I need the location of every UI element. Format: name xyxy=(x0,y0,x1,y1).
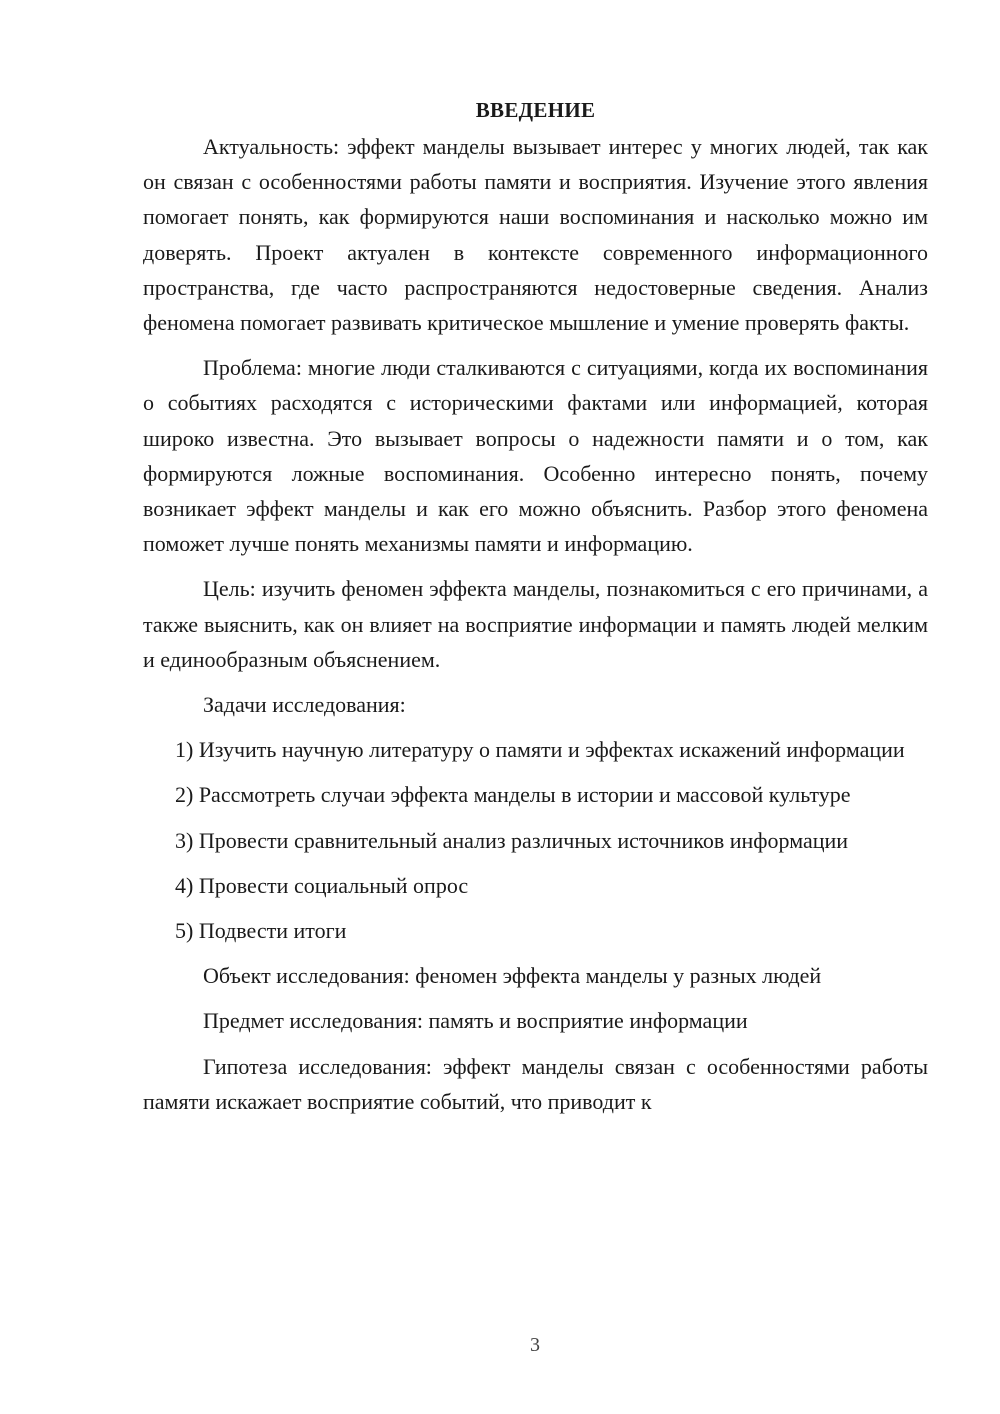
subject-paragraph: Предмет исследования: память и восприятие информации xyxy=(203,1008,748,1034)
list-item: 3) Провести сравнительный анализ различных источников информации xyxy=(175,827,849,853)
page-number: 3 xyxy=(530,1334,540,1356)
relevance-paragraph: Актуальность: эффект манделы вызывает интерес у многих людей, так как он связан с особенностями работы памяти и восприятия. Изучение этого явления помогает понять, как формируются наши воспоминания и насколько можно им доверять. Проект актуален в контексте современного информационного пространства, где часто распространяются недостоверные сведения. Анализ феномена помогает развивать критическое мышление и умение проверять факты. xyxy=(143,134,928,336)
list-item: 4) Провести социальный опрос xyxy=(175,872,469,898)
section-heading: ВВЕДЕНИЕ xyxy=(475,98,596,122)
problem-paragraph: Проблема: многие люди сталкиваются с ситуациями, когда их воспоминания о событиях расходятся с историческими фактами или информацией, которая широко известна. Это вызывает вопросы о надежности памяти и о том, как формируются ложные воспоминания. Особенно интересно понять, почему возникает эффект манделы и как его можно объяснить. Разбор этого феномена поможет лучше понять механизмы памяти и информацию. xyxy=(143,355,928,557)
list-item: 5) Подвести итоги xyxy=(175,918,347,944)
object-paragraph: Объект исследования: феномен эффекта манделы у разных людей xyxy=(203,963,822,989)
list-item: 2) Рассмотреть случаи эффекта манделы в истории и массовой культуре xyxy=(175,782,851,808)
hypothesis-paragraph: Гипотеза исследования: эффект манделы связан с особенностями работы памяти искажает восприятие событий, что приводит к xyxy=(143,1053,928,1114)
list-item: 1) Изучить научную литературу о памяти и эффектах искажений информации xyxy=(175,737,905,763)
goal-paragraph: Цель: изучить феномен эффекта манделы, познакомиться с его причинами, а также выяснить, как он влияет на восприятие информации и память людей мелким и единообразным объяснением. xyxy=(143,576,928,672)
tasks-list xyxy=(143,732,928,948)
tasks-title: Задачи исследования: xyxy=(203,692,406,718)
document-page xyxy=(143,95,928,1119)
